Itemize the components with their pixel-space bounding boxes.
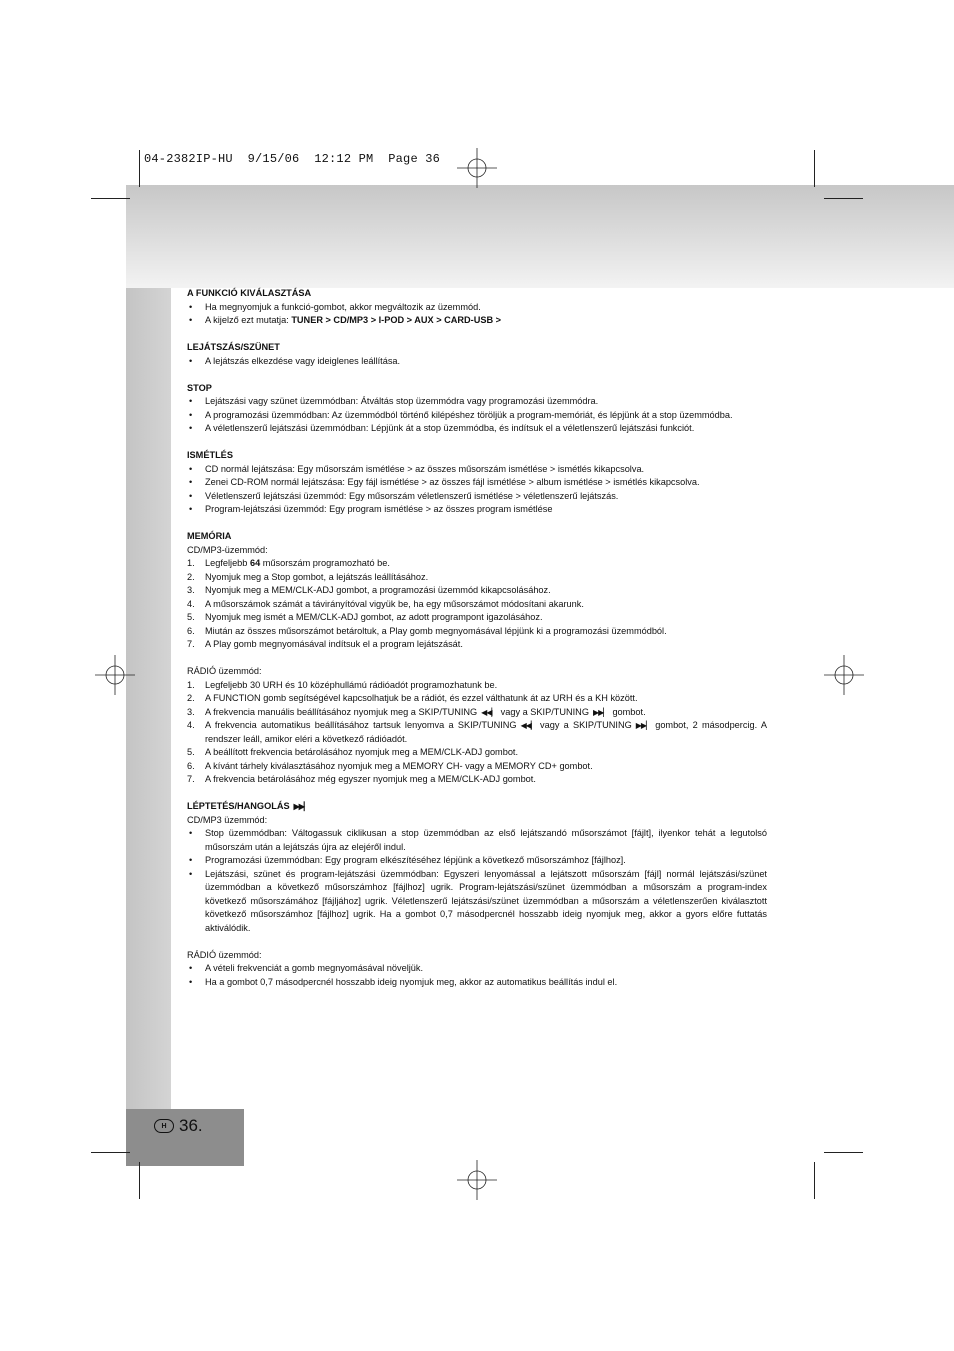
manual-content bbox=[187, 287, 767, 1003]
section-memory bbox=[187, 530, 767, 787]
crop-mark bbox=[139, 150, 140, 187]
list-item: • A vételi frekvenciát a gomb megnyomásával növeljük. bbox=[187, 962, 767, 976]
header-band bbox=[126, 185, 954, 288]
registration-mark-icon bbox=[457, 1160, 497, 1200]
crop-mark bbox=[814, 150, 815, 187]
section-heading: LEJÁTSZÁS/SZÜNET bbox=[187, 342, 280, 352]
step-number: 4. bbox=[187, 720, 195, 730]
language-badge: H bbox=[154, 1119, 174, 1133]
list-item bbox=[187, 773, 767, 787]
skip-forward-icon: ▶▶▏ bbox=[592, 707, 609, 717]
list-item bbox=[187, 692, 767, 706]
step-text: vagy a SKIP/TUNING bbox=[500, 706, 589, 717]
step-text: Legfeljebb 30 URH és 10 középhullámú rádióadót programozhatunk be. bbox=[205, 679, 498, 690]
mode-intro: CD/MP3-üzemmód: bbox=[187, 544, 268, 555]
section-heading: MEMÓRIA bbox=[187, 531, 232, 541]
numbered-list bbox=[187, 679, 767, 787]
step-number: 1. bbox=[187, 679, 195, 690]
bullet-list bbox=[187, 301, 767, 328]
step-bold: 64 bbox=[249, 558, 261, 568]
list-item: • A lejátszás elkezdése vagy ideiglenes leállítása. bbox=[187, 355, 767, 369]
list-item bbox=[187, 679, 767, 693]
section-play-pause bbox=[187, 341, 767, 368]
list-item bbox=[187, 625, 767, 639]
list-item: • Zenei CD-ROM normál lejátszása: Egy fájl ismétlése > az összes fájl ismétlése > album ismétlése > ismétlés kikapcsolva. bbox=[187, 476, 767, 490]
step-text: A FUNCTION gomb segítségével kapcsolhatjuk be a rádiót, és ezzel válthatunk át az URH és a KH között. bbox=[205, 693, 638, 703]
list-item: • A véletlenszerű lejátszási üzemmódban: Lépjünk át a stop üzemmódba, és indítsuk el a véletlenszerű lejátszási funkciót. bbox=[187, 422, 767, 436]
mode-intro: RÁDIÓ üzemmód: bbox=[187, 666, 262, 676]
list-item bbox=[187, 746, 767, 760]
list-item bbox=[187, 314, 767, 328]
list-item-text: A kijelző ezt mutatja: bbox=[205, 315, 292, 325]
step-number: 6. bbox=[187, 760, 195, 771]
numbered-list bbox=[187, 557, 767, 652]
list-item: • Lejátszási vagy szünet üzemmódban: Átváltás stop üzemmódra vagy programozási üzemmódra. bbox=[187, 395, 767, 409]
page-number-text: 36. bbox=[179, 1116, 203, 1135]
step-text: A műsorszámok számát a távirányítóval vigyük be, ha egy műsorszámot módosítani akarunk. bbox=[205, 598, 584, 609]
list-item: • Véletlenszerű lejátszási üzemmód: Egy műsorszám véletlenszerű ismétlése > véletlenszerű lejátszás. bbox=[187, 490, 767, 504]
skip-back-icon: ◀◀▏ bbox=[520, 721, 537, 730]
step-number: 6. bbox=[187, 625, 195, 636]
mode-sequence: TUNER > CD/MP3 > I-POD > AUX > CARD-USB > bbox=[291, 315, 502, 325]
skip-back-icon: ◀◀▏ bbox=[481, 707, 497, 717]
list-item bbox=[187, 611, 767, 625]
section-heading: STOP bbox=[187, 382, 212, 393]
list-item bbox=[187, 706, 767, 720]
step-text: műsorszám programozható be. bbox=[260, 558, 390, 568]
registration-mark-icon bbox=[95, 655, 135, 695]
mode-intro: RÁDIÓ üzemmód: bbox=[187, 949, 262, 960]
list-item: • Ha a gombot 0,7 másodpercnél hosszabb ideig nyomjuk meg, akkor az automatikus beállítás indul el. bbox=[187, 976, 767, 990]
printer-slug: 04-2382IP-HU 9/15/06 12:12 PM Page 36 bbox=[144, 152, 441, 166]
step-text: Legfeljebb bbox=[205, 558, 250, 568]
bullet-list bbox=[187, 827, 767, 935]
step-number: 5. bbox=[187, 747, 195, 757]
bullet-list bbox=[187, 463, 767, 517]
section-heading bbox=[187, 800, 767, 814]
section-stop bbox=[187, 382, 767, 436]
step-text: Nyomjuk meg a MEM/CLK-ADJ gombot, a programozási üzemmód kikapcsolásához. bbox=[205, 585, 551, 595]
spacer bbox=[187, 935, 767, 949]
list-item: • Ha megnyomjuk a funkció-gombot, akkor megváltozik az üzemmód. bbox=[187, 301, 767, 315]
bullet-list bbox=[187, 355, 767, 369]
crop-mark bbox=[91, 198, 130, 199]
step-number: 1. bbox=[187, 558, 195, 568]
registration-mark-icon bbox=[457, 148, 497, 188]
list-item bbox=[187, 557, 767, 571]
step-number: 5. bbox=[187, 612, 195, 622]
step-number: 2. bbox=[187, 571, 195, 582]
section-heading-text: LÉPTETÉS/HANGOLÁS bbox=[187, 801, 290, 811]
list-item bbox=[187, 719, 767, 746]
bullet-list bbox=[187, 395, 767, 436]
section-repeat bbox=[187, 449, 767, 517]
section-heading: ISMÉTLÉS bbox=[187, 450, 233, 460]
step-number: 3. bbox=[187, 585, 195, 595]
section-heading: A FUNKCIÓ KIVÁLASZTÁSA bbox=[187, 288, 312, 298]
section-function-select bbox=[187, 287, 767, 328]
step-text: A Play gomb megnyomásával indítsuk el a program lejátszását. bbox=[205, 639, 463, 649]
list-item bbox=[187, 598, 767, 612]
bullet-list bbox=[187, 962, 767, 989]
step-text: vagy a SKIP/TUNING bbox=[540, 720, 632, 730]
list-item bbox=[187, 584, 767, 598]
skip-forward-icon: ▶▶▏ bbox=[635, 721, 652, 730]
step-text: Nyomjuk meg a Stop gombot, a lejátszás leállításához. bbox=[205, 571, 429, 582]
step-text: gombot, 2 másodpercig. A rendszer leáll, amikor eléri a következő rádióadót. bbox=[205, 720, 767, 744]
step-text: gombot. bbox=[612, 706, 646, 717]
step-number: 4. bbox=[187, 598, 195, 609]
step-text: A frekvencia manuális beállításához nyomjuk meg a SKIP/TUNING bbox=[205, 706, 478, 717]
list-item: • Stop üzemmódban: Váltogassuk ciklikusan a stop üzemmódban az első lejátszandó műsorszámot [fájlt], ilyenkor tehát a legutolsó műsorszám után a lejátszás újra az elejéről indul. bbox=[187, 827, 767, 854]
crop-mark bbox=[814, 1162, 815, 1199]
step-number: 3. bbox=[187, 706, 195, 717]
spacer bbox=[187, 652, 767, 666]
mode-intro: CD/MP3 üzemmód: bbox=[187, 814, 268, 825]
list-item: • A programozási üzemmódban: Az üzemmódból történő kilépéshez töröljük a program-memóriát, és lépjünk át a stop üzemmódba. bbox=[187, 409, 767, 423]
step-text: Miután az összes műsorszámot betároltuk, a Play gomb megnyomásával lépjünk ki a programozási üzemmódból. bbox=[205, 625, 667, 636]
page-number bbox=[154, 1116, 203, 1136]
step-number: 2. bbox=[187, 693, 195, 703]
step-number: 7. bbox=[187, 774, 195, 784]
skip-forward-icon: ▶▶▏ bbox=[293, 802, 310, 811]
crop-mark bbox=[139, 1162, 140, 1199]
step-text: A beállított frekvencia betárolásához nyomjuk meg a MEM/CLK-ADJ gombot. bbox=[205, 747, 519, 757]
step-text: Nyomjuk meg ismét a MEM/CLK-ADJ gombot, az adott programpont igazolásához. bbox=[205, 612, 543, 622]
list-item bbox=[187, 638, 767, 652]
crop-mark bbox=[824, 1152, 863, 1153]
list-item: • Program-lejátszási üzemmód: Egy program ismétlése > az összes program ismétlése bbox=[187, 503, 767, 517]
list-item bbox=[187, 760, 767, 774]
side-bar bbox=[126, 288, 171, 1110]
step-text: A frekvencia betárolásához még egyszer nyomjuk meg a MEM/CLK-ADJ gombot. bbox=[205, 774, 536, 784]
step-number: 7. bbox=[187, 639, 195, 649]
registration-mark-icon bbox=[824, 655, 864, 695]
list-item: • CD normál lejátszása: Egy műsorszám ismétlése > az összes műsorszám ismétlése > ismétlés kikapcsolva. bbox=[187, 463, 767, 477]
step-text: A kívánt tárhely kiválasztásához nyomjuk meg a MEMORY CH- vagy a MEMORY CD+ gombot. bbox=[205, 760, 593, 771]
list-item bbox=[187, 571, 767, 585]
crop-mark bbox=[824, 198, 863, 199]
list-item: • Lejátszási, szünet és program-lejátszási üzemmódban: Egyszeri lenyomással a lejátszott műsorszám [fájl] normál lejátszási/szünet üzemmódban a következő műsorszámhoz [fájlhoz] ugrik. Program-lejátszási/szünet üzemmódban a műsorszám a program-index következő műsorszámához [fájljához] ugrik. Véletlenszerű lejátszási/szünet üzemmódban a műsorszám a véletlenszerűen kiválasztott következő műsorszámhoz [fájlhoz] ugrik. Ha a gombot 0,7 másodpercnél hosszabb ideig nyomjuk meg, akkor a gyors előre futtatás aktiválódik. bbox=[187, 868, 767, 936]
section-skip-tuning bbox=[187, 800, 767, 989]
list-item: • Programozási üzemmódban: Egy program elkészítéséhez lépjünk a következő műsorszámhoz [fájlhoz]. bbox=[187, 854, 767, 868]
step-text: A frekvencia automatikus beállításához tartsuk lenyomva a SKIP/TUNING bbox=[205, 720, 517, 730]
crop-mark bbox=[91, 1152, 130, 1153]
